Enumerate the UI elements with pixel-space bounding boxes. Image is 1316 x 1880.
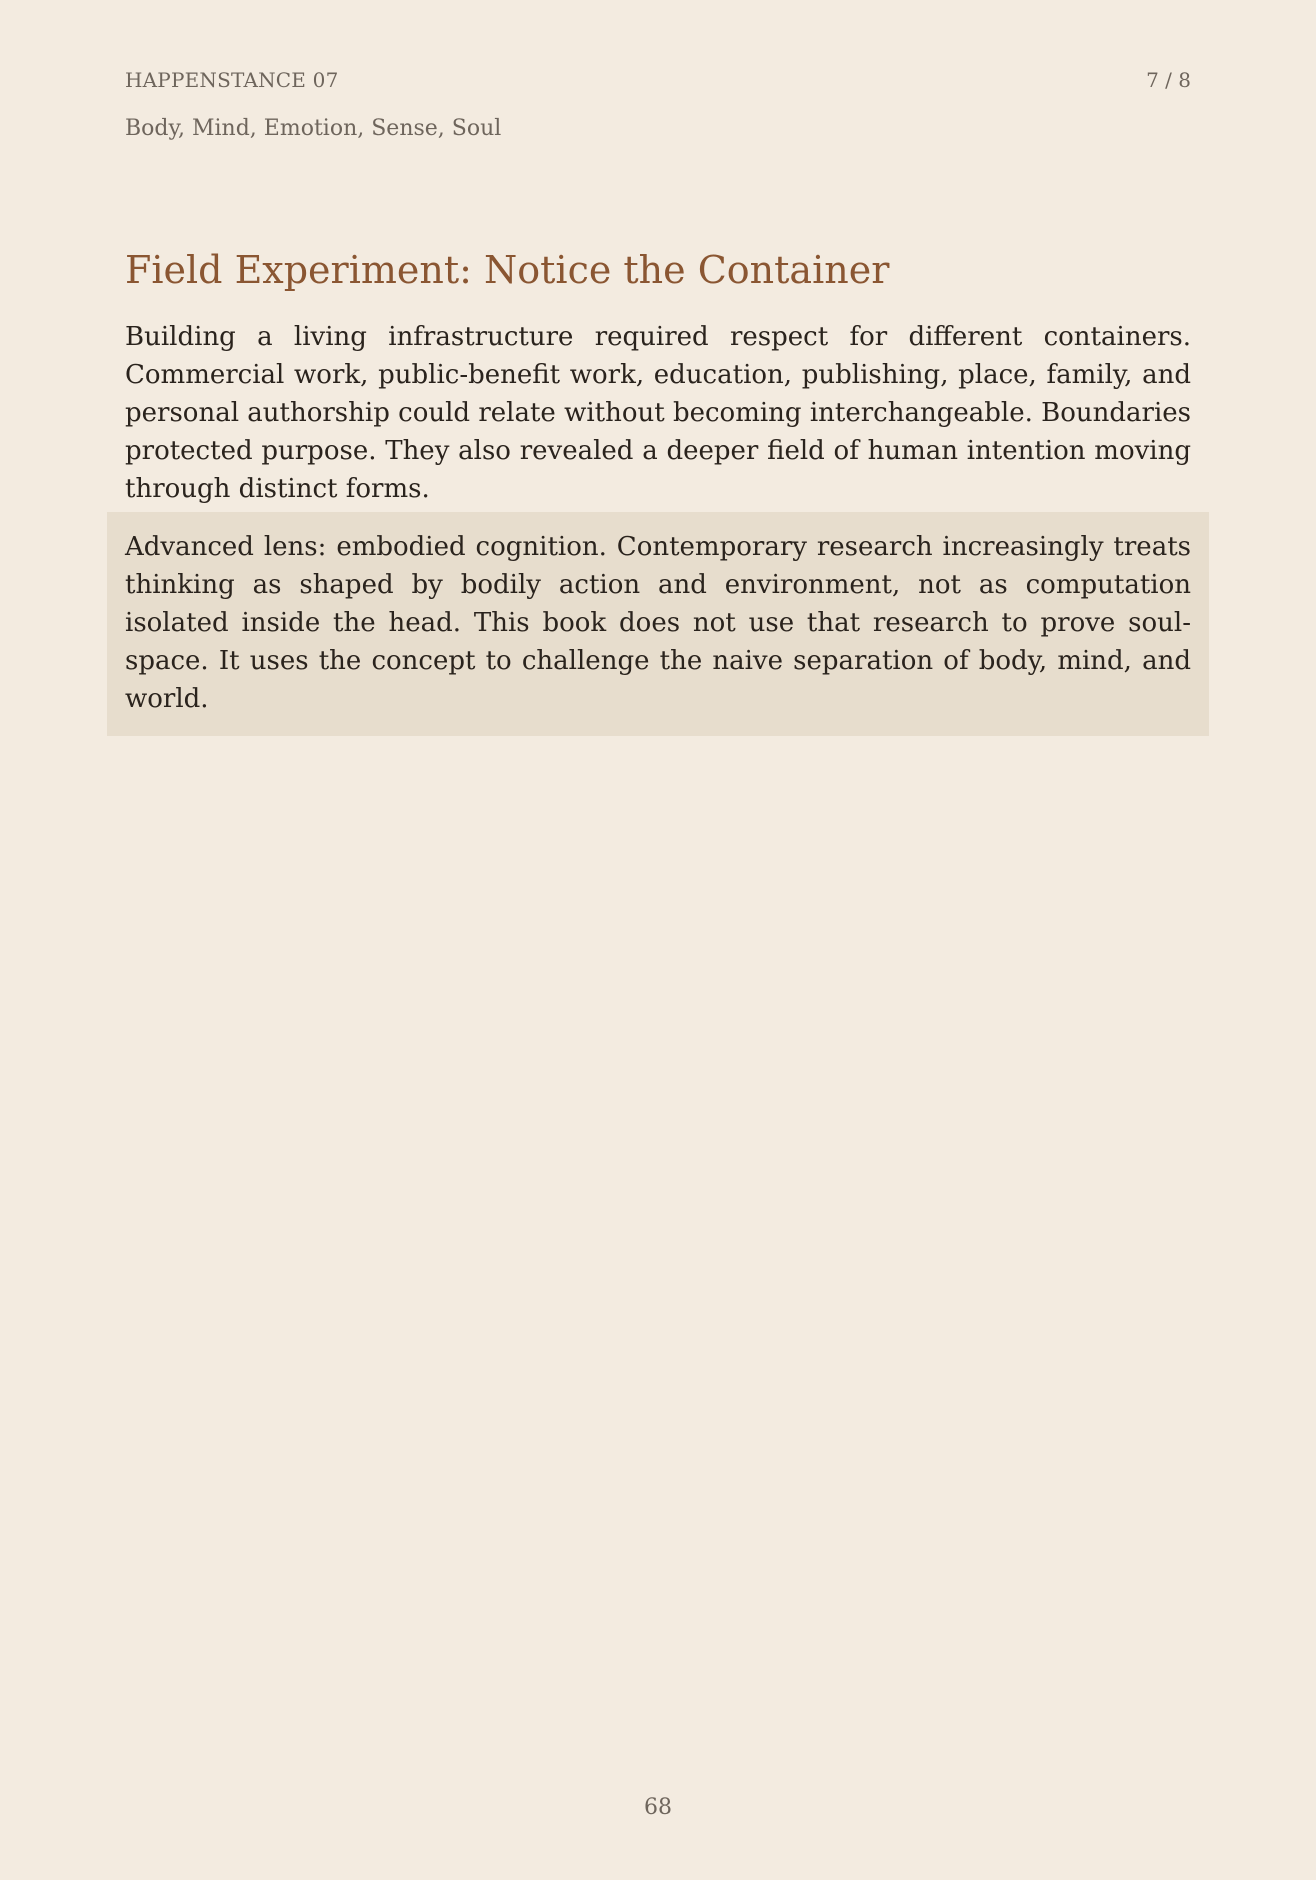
callout-text: Advanced lens: embodied cognition. Contemporary research increasingly treats thinking as shaped by bodily action and environment, not as computation isolated inside the head. This book does not use that research to prove soul-space. It uses the concept to challenge the naive separation of body, mind, and world. bbox=[125, 532, 1191, 714]
chapter-subtitle: Body, Mind, Emotion, Sense, Soul bbox=[125, 116, 502, 141]
body-paragraph: Building a living infrastructure required respect for different containers. Commercial work, public-benefit work, education, publishing, place, family, and personal authorship could relate without becoming interchangeable. Boundaries protected purpose. They also revealed a deeper field of human intention moving through distinct forms. bbox=[125, 322, 1191, 504]
book-title: HAPPENSTANCE 07 bbox=[125, 68, 339, 92]
page-progress: 7 / 8 bbox=[1146, 68, 1191, 92]
page-number: 68 bbox=[644, 1795, 672, 1820]
section-title: Field Experiment: Notice the Container bbox=[125, 248, 890, 292]
advanced-lens-callout bbox=[107, 512, 1209, 736]
